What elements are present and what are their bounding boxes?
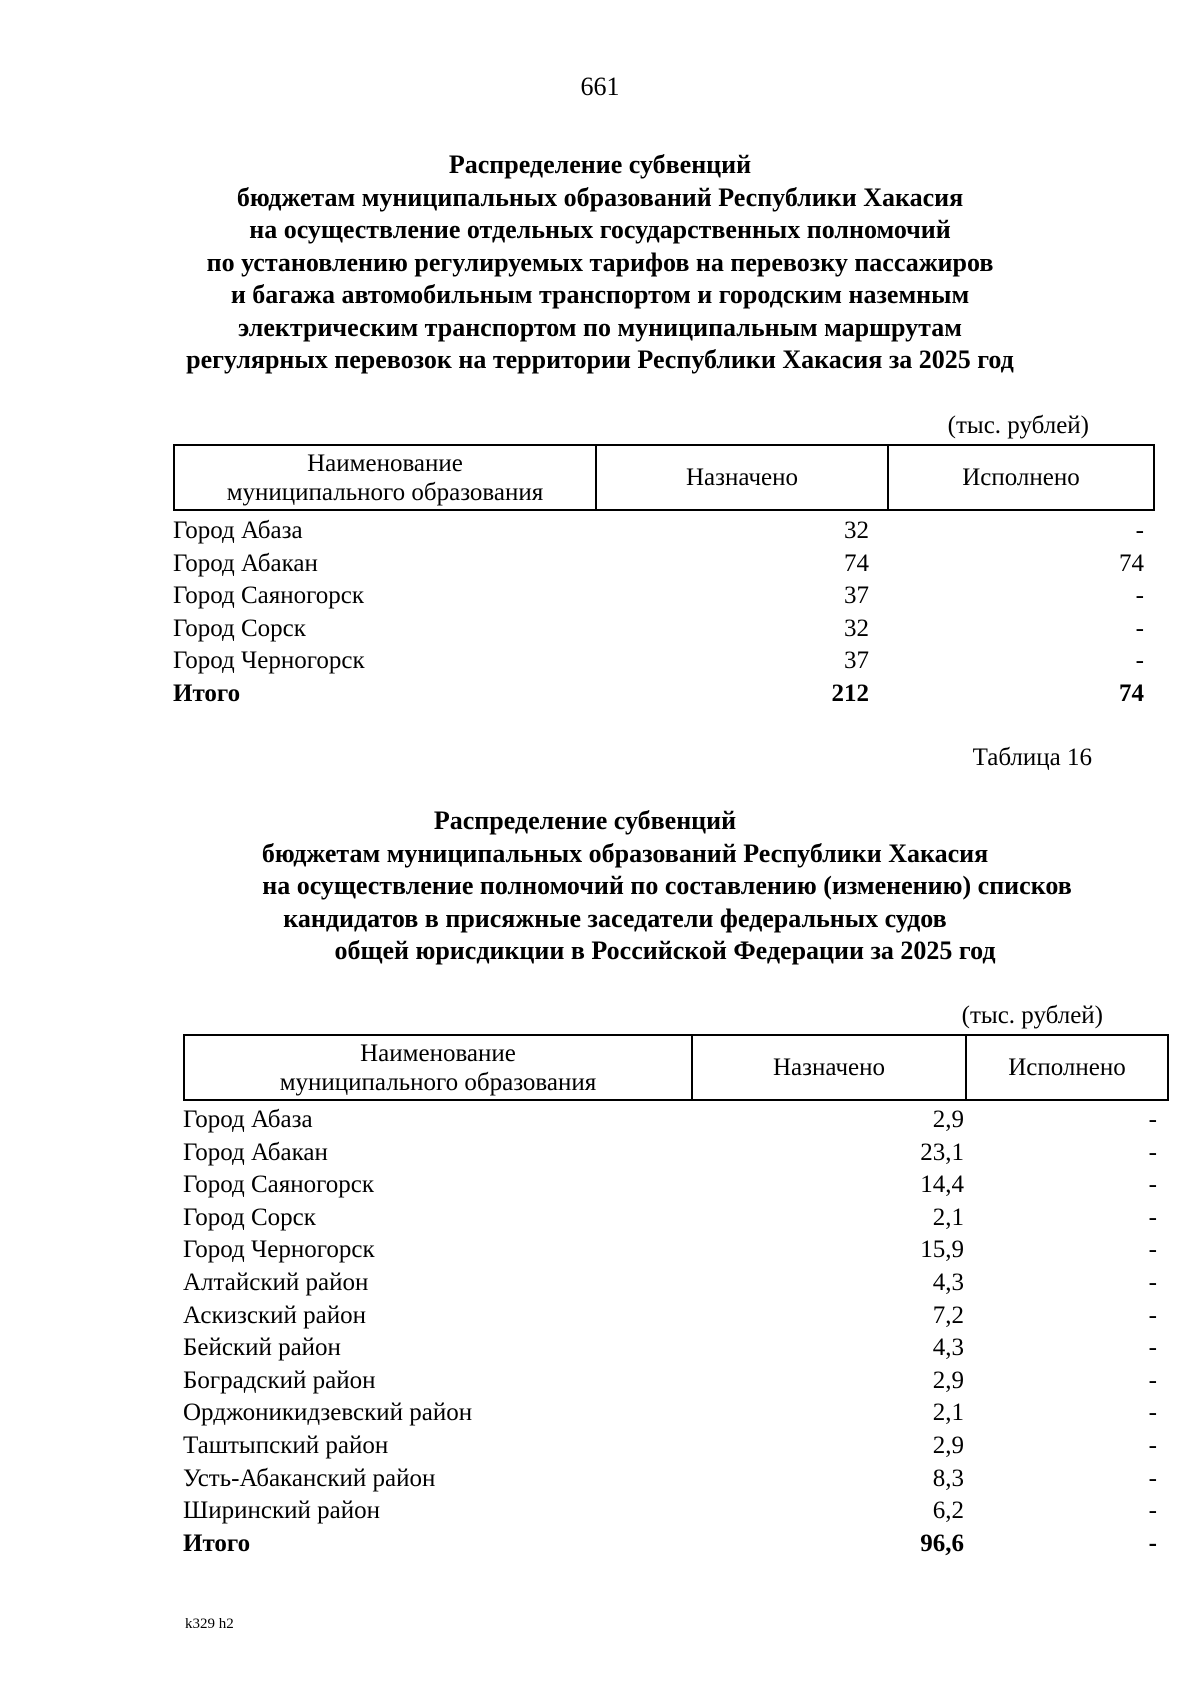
row-assigned: 32 <box>844 614 869 642</box>
table-row <box>173 548 1155 581</box>
total-executed: - <box>1148 1529 1157 1557</box>
section1-units: (тыс. рублей) <box>947 412 1089 439</box>
row-assigned: 6,2 <box>932 1497 964 1525</box>
row-assigned: 15,9 <box>920 1236 964 1264</box>
header-name-line1: Наименование <box>360 1039 516 1067</box>
row-assigned: 23,1 <box>920 1138 964 1166</box>
row-name: Усть-Абаканский район <box>183 1464 436 1492</box>
table-row <box>183 1463 1169 1496</box>
row-name: Город Абакан <box>183 1138 328 1166</box>
header-name-cell <box>174 445 596 510</box>
section2-title-line: на осуществление полномочий по составлению (изменению) списков <box>262 871 1072 900</box>
row-executed: - <box>1148 1171 1157 1199</box>
row-assigned: 2,9 <box>932 1366 964 1394</box>
header-executed: Исполнено <box>888 445 1154 510</box>
section2-title-line: кандидатов в присяжные заседатели федеральных судов <box>283 903 947 933</box>
row-name: Бейский район <box>183 1334 341 1362</box>
header-name-cell <box>184 1035 692 1100</box>
table-caption: Таблица 16 <box>972 744 1092 771</box>
row-name: Город Абаза <box>173 517 303 544</box>
row-assigned: 2,1 <box>932 1399 964 1427</box>
row-assigned: 74 <box>844 549 869 577</box>
row-name: Алтайский район <box>183 1268 369 1296</box>
row-name: Аскизский район <box>183 1301 367 1329</box>
row-name: Ширинский район <box>183 1497 380 1525</box>
header-name-line2: муниципального образования <box>226 478 544 506</box>
table-row <box>183 1234 1169 1267</box>
row-name: Город Сорск <box>173 614 306 642</box>
page-number: 661 <box>580 72 620 101</box>
row-name: Город Саяногорск <box>183 1171 375 1199</box>
section1-table-body <box>173 515 1155 711</box>
row-executed: - <box>1148 1334 1157 1362</box>
section1-title-line: и багажа автомобильным транспортом и городским наземным <box>230 280 970 309</box>
row-assigned: 37 <box>844 582 869 610</box>
row-executed: - <box>1135 582 1144 610</box>
row-executed: - <box>1148 1268 1157 1296</box>
section2-units: (тыс. рублей) <box>961 1002 1103 1029</box>
row-assigned: 4,3 <box>932 1334 964 1362</box>
table-row <box>183 1137 1169 1170</box>
table-row <box>183 1365 1169 1398</box>
section1-title <box>0 149 1200 377</box>
total-assigned: 212 <box>831 679 869 707</box>
row-executed: - <box>1135 614 1144 642</box>
row-assigned: 4,3 <box>932 1268 964 1296</box>
row-executed: - <box>1148 1301 1157 1329</box>
row-executed: - <box>1148 1366 1157 1394</box>
row-assigned: 32 <box>844 517 869 544</box>
table-row <box>173 645 1155 678</box>
row-name: Город Саяногорск <box>173 582 365 610</box>
table-row <box>183 1332 1169 1365</box>
section1-title-line: регулярных перевозок на территории Республики Хакасия за 2025 год <box>186 345 1014 374</box>
total-assigned: 96,6 <box>920 1529 964 1557</box>
row-assigned: 2,1 <box>932 1203 964 1231</box>
table-row <box>173 515 1155 548</box>
section1-title-line: бюджетам муниципальных образований Республики Хакасия <box>236 182 964 212</box>
row-assigned: 2,9 <box>932 1106 964 1133</box>
row-name: Город Черногорск <box>183 1236 375 1264</box>
header-name-line2: муниципального образования <box>279 1068 597 1096</box>
row-assigned: 8,3 <box>932 1464 964 1492</box>
row-name: Город Абаза <box>183 1106 313 1133</box>
total-row <box>173 678 1155 711</box>
section1-title-line: по установлению регулируемых тарифов на перевозку пассажиров <box>206 247 994 277</box>
row-executed: - <box>1148 1138 1157 1166</box>
section2-table-header <box>183 1034 1169 1101</box>
row-name: Таштыпский район <box>183 1431 389 1459</box>
row-name: Орджоникидзевский район <box>183 1399 473 1427</box>
table-row <box>183 1169 1169 1202</box>
row-executed: - <box>1148 1106 1157 1133</box>
row-executed: - <box>1148 1399 1157 1427</box>
table-row <box>183 1300 1169 1333</box>
total-label: Итого <box>183 1529 251 1557</box>
section1-title-line: электрическим транспортом по муниципальным маршрутам <box>238 312 962 342</box>
section1-title-line: на осуществление отдельных государственных полномочий <box>249 215 951 244</box>
row-executed: - <box>1148 1236 1157 1264</box>
row-name: Боградский район <box>183 1366 376 1394</box>
header-assigned: Назначено <box>692 1035 966 1100</box>
section2-title-line: бюджетам муниципальных образований Республики Хакасия <box>261 838 989 868</box>
section2-title-line: общей юрисдикции в Российской Федерации за 2025 год <box>334 936 996 965</box>
row-assigned: 14,4 <box>920 1171 964 1199</box>
table-row <box>183 1397 1169 1430</box>
section2-title <box>0 805 1200 968</box>
header-executed: Исполнено <box>966 1035 1168 1100</box>
row-executed: 74 <box>1119 549 1144 577</box>
row-assigned: 7,2 <box>932 1301 964 1329</box>
header-assigned: Назначено <box>596 445 888 510</box>
section2-table-body <box>183 1104 1169 1560</box>
total-executed: 74 <box>1119 679 1144 707</box>
table-row <box>183 1104 1169 1137</box>
section1-title-line: Распределение субвенций <box>448 150 752 179</box>
row-name: Город Сорск <box>183 1203 316 1231</box>
row-executed: - <box>1148 1431 1157 1459</box>
row-assigned: 37 <box>844 647 869 675</box>
table-row <box>183 1430 1169 1463</box>
row-name: Город Черногорск <box>173 647 365 675</box>
footer-code: k329 h2 <box>185 1616 234 1632</box>
row-assigned: 2,9 <box>932 1431 964 1459</box>
row-executed: - <box>1148 1497 1157 1525</box>
table-row <box>183 1495 1169 1528</box>
table-row <box>173 580 1155 613</box>
row-executed: - <box>1148 1464 1157 1492</box>
table-row <box>173 613 1155 646</box>
total-row <box>183 1528 1169 1561</box>
total-label: Итого <box>173 679 241 707</box>
row-executed: - <box>1148 1203 1157 1231</box>
table-row <box>183 1202 1169 1235</box>
row-executed: - <box>1135 647 1144 675</box>
section2-title-line: Распределение субвенций <box>433 806 737 835</box>
row-name: Город Абакан <box>173 549 318 577</box>
section1-table-header <box>173 444 1155 511</box>
table-row <box>183 1267 1169 1300</box>
row-executed: - <box>1135 517 1144 544</box>
header-name-line1: Наименование <box>307 449 463 477</box>
